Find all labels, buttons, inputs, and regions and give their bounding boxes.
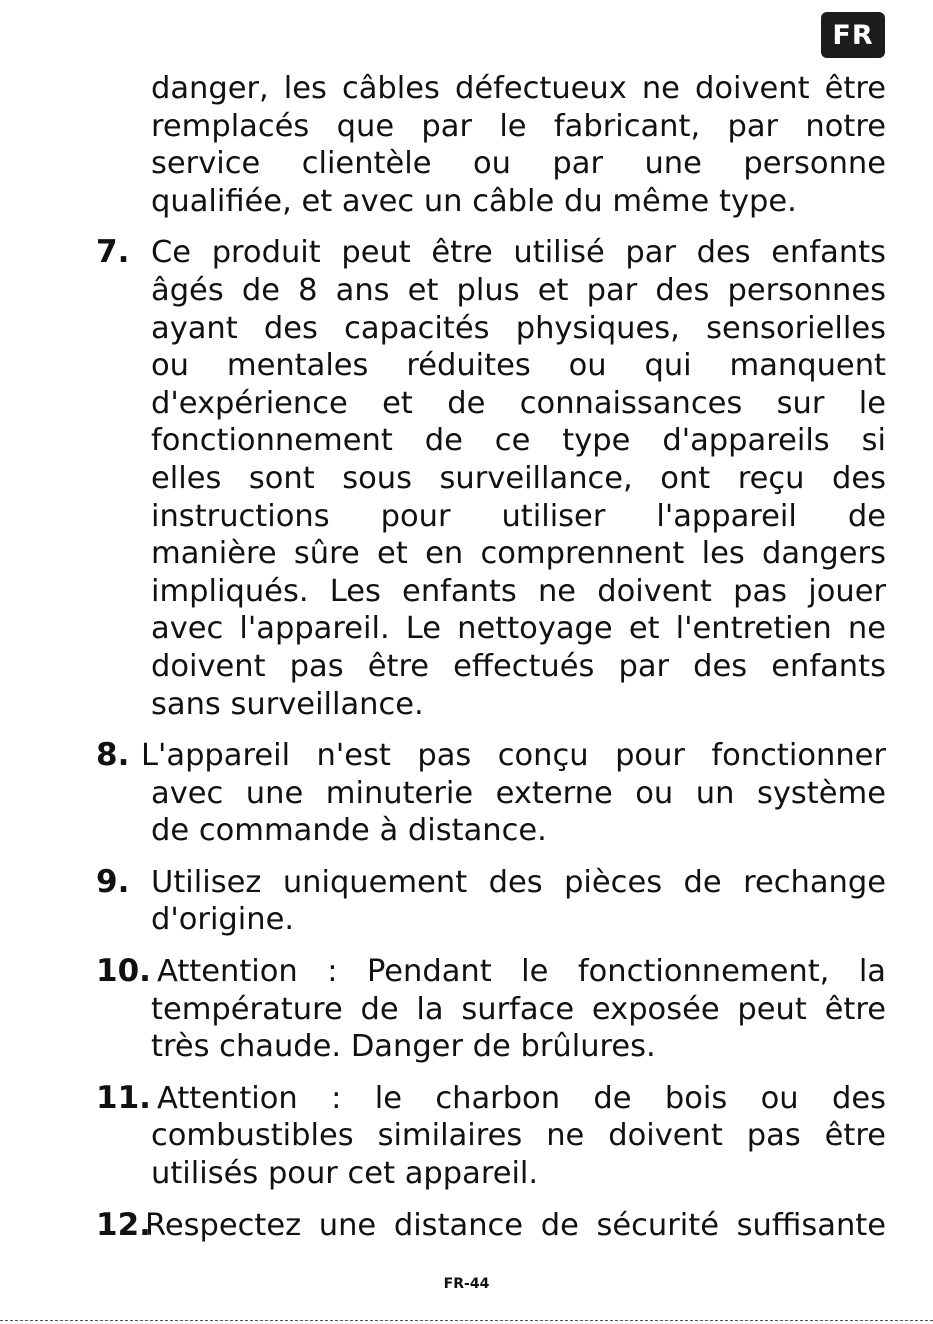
- text-line: service clientèle ou par une personne: [151, 146, 886, 182]
- text-line: ou mentales réduites ou qui manquent: [151, 348, 886, 384]
- language-badge-label: FR: [832, 19, 874, 51]
- text-line: utilisés pour cet appareil.: [151, 1156, 539, 1192]
- text-line: Attention : le charbon de bois ou des: [157, 1080, 886, 1116]
- text-line: âgés de 8 ans et plus et par des personnes: [151, 272, 886, 308]
- page-number: FR-44: [443, 1276, 490, 1292]
- text-line: instructions pour utiliser l'appareil de: [151, 498, 886, 534]
- text-line: ayant des capacités physiques, sensorielles: [151, 310, 886, 346]
- language-badge: [821, 12, 885, 58]
- item-number: 7.: [96, 234, 130, 271]
- text-line: avec l'appareil. Le nettoyage et l'entretien ne: [151, 611, 886, 647]
- list-item-9: [96, 864, 886, 939]
- item-number: 9.: [96, 863, 130, 900]
- item-number: 11.: [96, 1079, 151, 1116]
- intro-continuation: [96, 70, 886, 220]
- text-line: combustibles similaires ne doivent pas être: [151, 1118, 886, 1154]
- text-line: Respectez une distance de sécurité suffisante: [145, 1207, 886, 1243]
- item-number: 10.: [96, 953, 151, 990]
- list-item-12: [96, 1207, 886, 1245]
- text-line: de commande à distance.: [151, 813, 547, 849]
- item-number: 12.: [96, 1206, 151, 1243]
- text-line: remplacés que par le fabricant, par notre: [151, 108, 886, 144]
- text-line: Attention : Pendant le fonctionnement, la: [157, 954, 886, 990]
- text-line: très chaude. Danger de brûlures.: [151, 1029, 656, 1065]
- text-line: qualifiée, et avec un câble du même type.: [151, 183, 797, 219]
- text-line: avec une minuterie externe ou un système: [151, 775, 886, 811]
- text-line: manière sûre et en comprennent les dangers: [151, 536, 886, 572]
- manual-content: [96, 70, 886, 1258]
- list-item-10: [96, 953, 886, 1066]
- text-line: L'appareil n'est pas conçu pour fonctionner: [141, 738, 886, 774]
- text-line: Utilisez uniquement des pièces de rechange: [151, 864, 886, 900]
- text-line: doivent pas être effectués par des enfants: [151, 648, 886, 684]
- item-number: 8.: [96, 737, 130, 774]
- list-item-8: [96, 737, 886, 850]
- text-line: fonctionnement de ce type d'appareils si: [151, 423, 886, 459]
- text-line: d'origine.: [151, 902, 295, 938]
- text-line: température de la surface exposée peut être: [151, 991, 886, 1027]
- list-item-11: [96, 1080, 886, 1193]
- text-line: Ce produit peut être utilisé par des enfants: [151, 235, 886, 271]
- text-line: impliqués. Les enfants ne doivent pas jouer: [151, 573, 886, 609]
- text-line: danger, les câbles défectueux ne doivent être: [151, 71, 886, 106]
- text-line: sans surveillance.: [151, 686, 424, 722]
- text-line: d'expérience et de connaissances sur le: [151, 385, 886, 421]
- list-item-7: [96, 234, 886, 723]
- bottom-divider: [0, 1320, 933, 1321]
- text-line: elles sont sous surveillance, ont reçu des: [151, 460, 886, 496]
